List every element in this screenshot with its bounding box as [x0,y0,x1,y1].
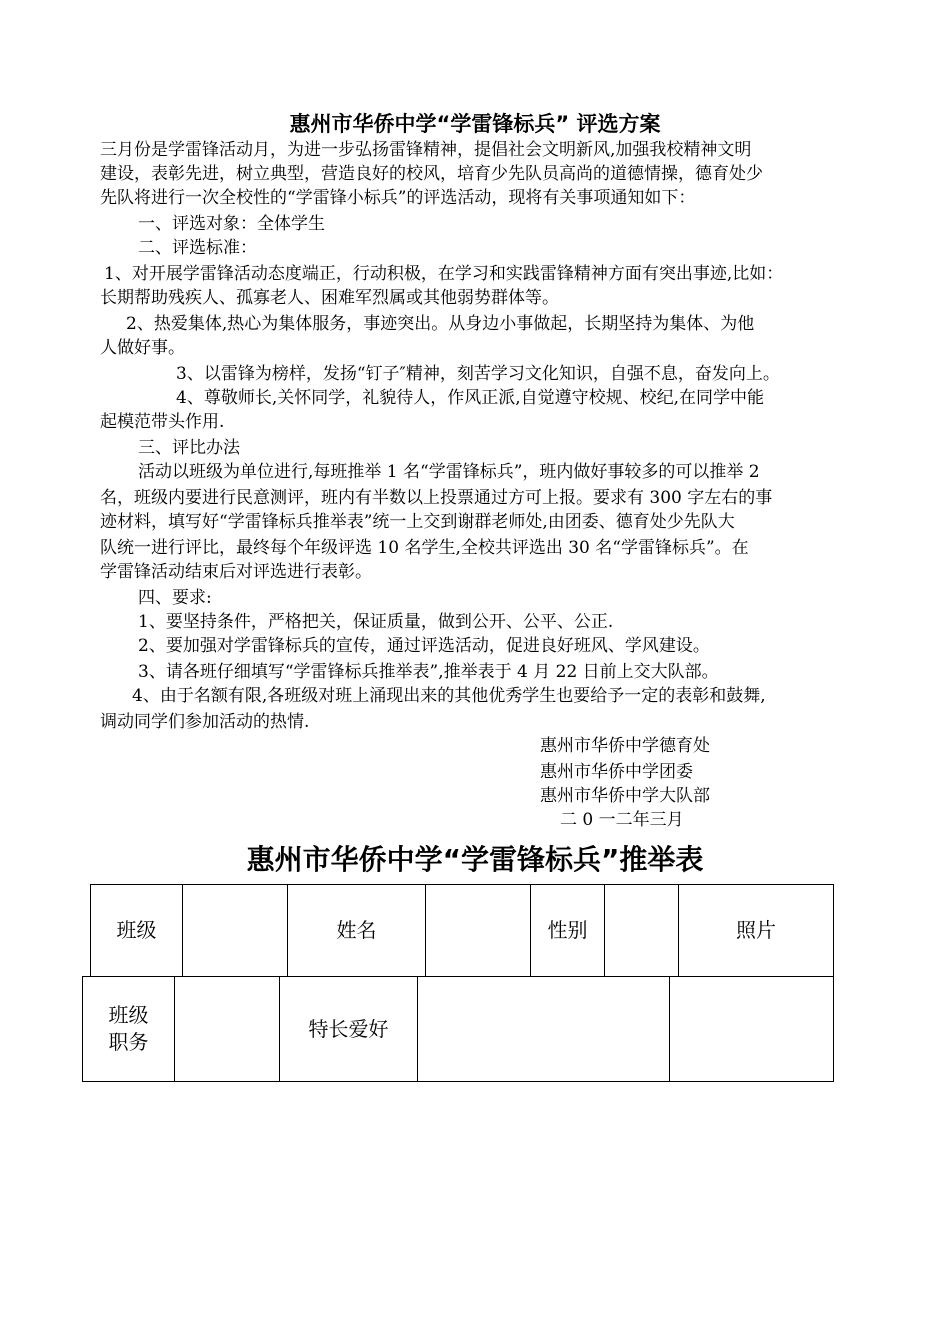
class-input-cell[interactable] [182,884,288,977]
notice-title: 惠州市华侨中学“学雷锋标兵” 评选方案 [289,112,661,136]
notice-line: 建设，表彰先进，树立典型，营造良好的校风，培育少先队员高尚的道德情操，德育处少 [100,164,763,184]
signature-line: 惠州市华侨中学德育处 [540,736,710,756]
notice-line: 4、由于名额有限,各班级对班上涌现出来的其他优秀学生也要给予一定的表彰和鼓舞, [132,686,766,706]
signature-line: 惠州市华侨中学团委 [540,762,693,782]
section-heading: 三、评比办法 [138,438,240,458]
gender-label-cell: 性别 [530,884,605,977]
hobby-label-cell: 特长爱好 [279,976,418,1082]
position-label-cell: 班级职务 [82,976,175,1082]
form-title: 惠州市华侨中学“学雷锋标兵”推举表 [246,843,704,876]
notice-line: 2、要加强对学雷锋标兵的宣传，通过评选活动，促进良好班风、学风建设。 [138,636,710,656]
notice-line: 3、以雷锋为榜样，发扬“钉子″精神，刻苦学习文化知识，自强不息，奋发向上。 [176,364,780,384]
name-input-cell[interactable] [425,884,531,977]
notice-line: 名，班级内要进行民意测评，班内有半数以上投票通过方可上报。要求有 300 字左右的事 [100,488,773,508]
notice-line: 1、对开展学雷锋活动态度端正，行动积极，在学习和实践雷锋精神方面有突出事迹,比如： [104,264,784,284]
notice-line: 人做好事。 [100,338,185,358]
class-label-cell: 班级 [90,884,183,977]
notice-line: 3、请各班仔细填写“学雷锋标兵推举表”,推举表于 4 月 22 日前上交大队部。 [138,662,719,682]
gender-input-cell[interactable] [604,884,679,977]
photo-area-cell[interactable] [669,976,834,1082]
notice-line: 调动同学们参加活动的热情. [100,712,310,732]
notice-line: 长期帮助残疾人、孤寡老人、困难军烈属或其他弱势群体等。 [100,288,559,308]
section-heading: 二、评选标准： [138,238,257,258]
section-heading: 四、要求: [138,588,212,608]
notice-line: 4、尊敬师长,关怀同学，礼貌待人，作风正派,自觉遵守校规、校纪,在同学中能 [176,388,765,408]
notice-line: 三月份是学雷锋活动月，为进一步弘扬雷锋精神，提倡社会文明新风,加强我校精神文明 [100,140,752,160]
signature-line: 惠州市华侨中学大队部 [540,786,710,806]
photo-label-cell: 照片 [678,884,834,977]
position-input-cell[interactable] [174,976,280,1082]
notice-line: 迹材料，填写好“学雷锋标兵推举表”统一上交到谢群老师处,由团委、德育处少先队大 [100,512,735,532]
notice-line: 活动以班级为单位进行,每班推举 1 名“学雷锋标兵”，班内做好事较多的可以推举 2 [138,462,760,482]
notice-line: 1、要坚持条件，严格把关，保证质量，做到公开、公平、公正. [138,612,614,632]
notice-line: 先队将进行一次全校性的“学雷锋小标兵”的评选活动，现将有关事项通知如下： [100,188,696,208]
notice-line: 学雷锋活动结束后对评选进行表彰。 [100,562,372,582]
signature-date: 二 0 一二年三月 [560,810,684,830]
notice-line: 2、热爱集体,热心为集体服务，事迹突出。从身边小事做起，长期坚持为集体、为他 [126,314,755,334]
section-heading: 一、评选对象：全体学生 [138,214,325,234]
notice-line: 队统一进行评比，最终每个年级评选 10 名学生,全校共评选出 30 名“学雷锋标兵”。在 [100,538,749,558]
hobby-input-cell[interactable] [417,976,670,1082]
notice-line: 起模范带头作用. [100,412,225,432]
name-label-cell: 姓名 [287,884,426,977]
